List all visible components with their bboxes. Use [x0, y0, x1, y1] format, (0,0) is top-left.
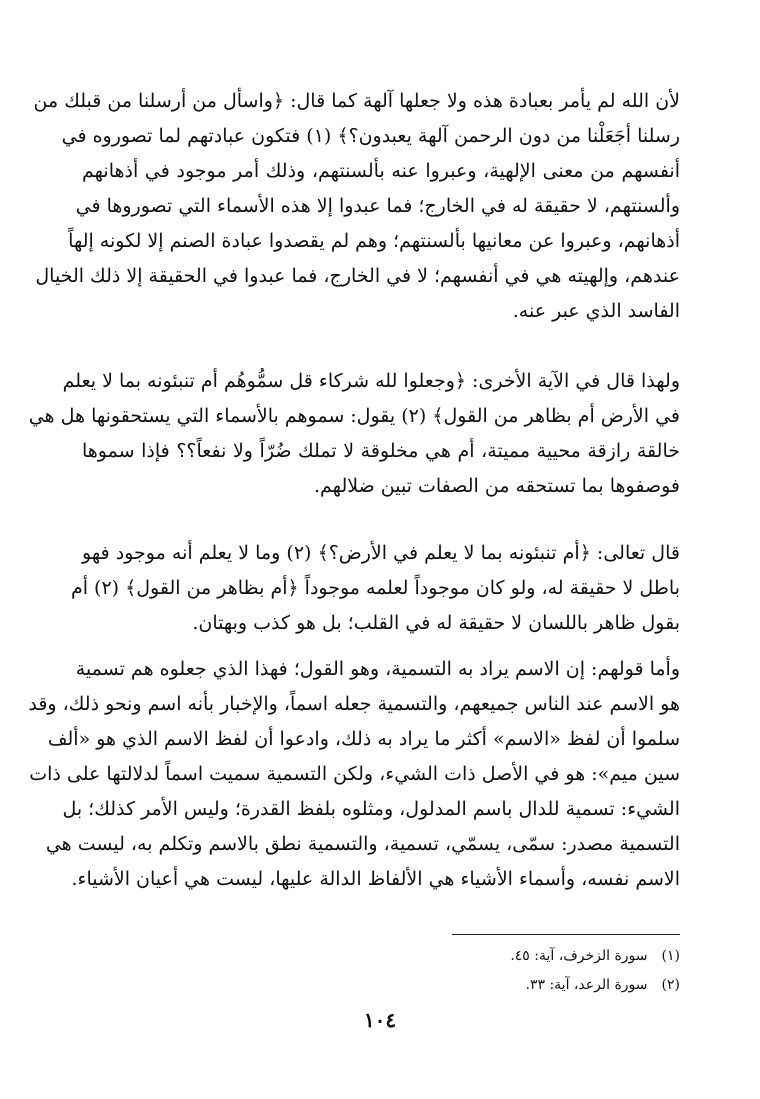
text-line: سلموا أن لفظ «الاسم» أكثر ما يراد به ذلك، وادعوا أن لفظ الاسم الذي هو «ألف	[47, 728, 680, 750]
text-line: هو الاسم عند الناس جميعهم، والتسمية جعله اسماً، والإخبار بأنه اسم ونحو ذلك، وقد	[28, 693, 680, 715]
text-line: ولهذا قال في الآية الأخرى: ﴿وجعلوا لله شركاء قل سمُّوهُم أم تنبئونه بما لا يعلم	[62, 370, 680, 392]
paragraph-3	[70, 536, 680, 641]
text-line: وأما قولهم: إن الاسم يراد به التسمية، وهو القول؛ فهذا الذي جعلوه هم تسمية	[75, 658, 680, 680]
text-line: رسلنا أجَعَلْنا من دون الرحمن آلهة يعبدون؟﴾ (١) فتكون عبادتهم لما تصوروه في	[61, 125, 680, 147]
text-line: أذهانهم، وعبروا عن معانيها بألسنتهم؛ وهم لم يقصدوا عبادة الصنم إلا لكونه إلهاً	[68, 230, 680, 252]
text-line: الفاسد الذي عبر عنه.	[512, 300, 680, 322]
text-line: الشيء: تسمية للدال باسم المدلول، ومثلوه بلفظ القدرة؛ وليس الأمر كذلك؛ بل	[62, 798, 680, 820]
paragraph-4	[28, 652, 680, 897]
text-line: باطل لا حقيقة له، ولو كان موجوداً لعلمه موجوداً ﴿أم بظاهر من القول﴾ (٢) أم	[70, 577, 680, 599]
text-line: خالقة رازقة محيية مميتة، أم هي مخلوقة لا تملك ضُرّاً ولا نفعاً؟؟ فإذا سموها	[82, 440, 680, 462]
footnote	[380, 942, 680, 971]
footnote-number: (٢)	[661, 977, 680, 993]
footnote-divider	[452, 934, 680, 935]
text-line: بقول ظاهر باللسان لا حقيقة له في القلب؛ بل هو كذب وبهتان.	[192, 612, 680, 634]
text-line: أنفسهم من معنى الإلهية، وعبروا عنه بألسنتهم، وذلك أمر موجود في أذهانهم	[82, 160, 680, 182]
text-line: فوصفوها بما تستحقه من الصفات تبين ضلالهم.	[314, 475, 680, 497]
text-line: لأن الله لم يأمر بعبادة هذه ولا جعلها آلهة كما قال: ﴿واسأل من أرسلنا من قبلك من	[33, 90, 680, 112]
text-line: الاسم نفسه، وأسماء الأشياء هي الألفاظ الدالة عليها، ليست هي أعيان الأشياء.	[71, 868, 680, 890]
text-line: عندهم، وإلهيته هي في أنفسهم؛ لا في الخارج، فما عبدوا في الحقيقة إلا ذلك الخيال	[35, 265, 680, 287]
footnote-number: (١)	[661, 948, 680, 964]
footnotes	[380, 942, 680, 1000]
text-line: في الأرض أم بظاهر من القول﴾ (٢) يقول: سموهم بالأسماء التي يستحقونها هل هي	[28, 405, 680, 427]
footnote-text: سورة الرعد، آية: ٣٣.	[525, 977, 648, 993]
page-number: ١٠٤	[363, 1008, 397, 1032]
text-line: قال تعالى: ﴿أم تنبئونه بما لا يعلم في الأرض؟﴾ (٢) وما لا يعلم أنه موجود فهو	[82, 542, 680, 564]
paragraph-1	[33, 84, 680, 329]
text-line: وألسنتهم، لا حقيقة له في الخارج؛ فما عبدوا إلا هذه الأسماء التي تصوروها في	[75, 195, 680, 217]
footnote	[380, 971, 680, 1000]
footnote-text: سورة الزخرف، آية: ٤٥.	[510, 948, 648, 964]
text-line: سين ميم»: هو في الأصل ذات الشيء، ولكن التسمية سميت اسماً لدلالتها على ذات	[29, 763, 680, 785]
paragraph-2	[28, 364, 680, 504]
text-line: التسمية مصدر: سمّى، يسمّي، تسمية، والتسمية نطق بالاسم وتكلم به، ليست هي	[45, 833, 680, 855]
